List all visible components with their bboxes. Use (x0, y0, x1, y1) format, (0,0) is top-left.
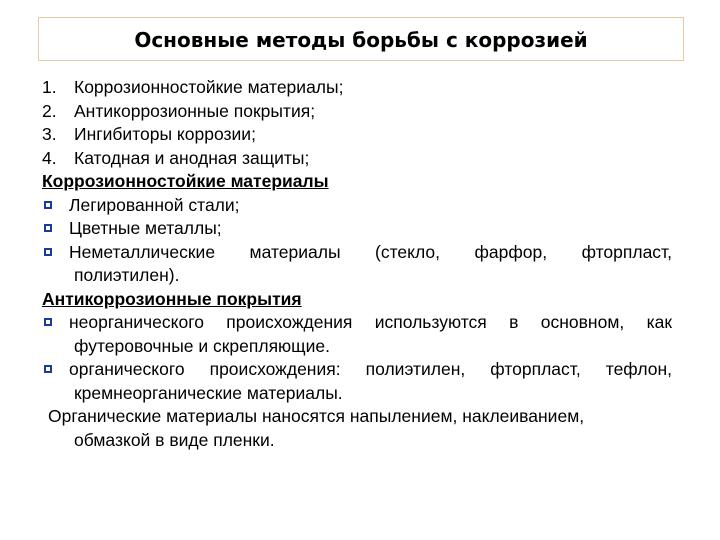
section-heading-materials: Коррозионностойкие материалы (42, 171, 329, 191)
item-number: 1. (42, 77, 57, 97)
list-item (42, 123, 672, 147)
item-text: Антикоррозионные покрытия; (74, 100, 316, 121)
note-line: Органические материалы наносятся напылением, наклеиванием, (48, 406, 585, 426)
bullet-item (42, 194, 672, 218)
slide-content (42, 76, 672, 452)
bullet-text: Цветные металлы; (69, 218, 222, 238)
bullet-continuation: полиэтилен). (74, 265, 180, 285)
item-text: Катодная и анодная защиты; (74, 147, 310, 168)
square-bullet-icon (44, 224, 52, 232)
bullet-continuation: футеровочные и скрепляющие. (74, 335, 330, 356)
item-text: Коррозионностойкие материалы; (74, 77, 344, 97)
square-bullet-icon (44, 318, 52, 326)
square-bullet-icon (44, 365, 52, 373)
bullet-text: неорганического происхождения используются в основном, как (69, 312, 672, 332)
bullet-item (42, 217, 672, 241)
bullet-text: Легированной стали; (69, 194, 240, 215)
square-bullet-icon (44, 248, 52, 256)
bullet-text: Неметаллические материалы (стекло, фарфор, фторпласт, (69, 241, 672, 262)
bullet-item (42, 241, 672, 265)
square-bullet-icon (44, 201, 52, 209)
item-number: 2. (42, 100, 57, 121)
note-line: обмазкой в виде пленки. (74, 429, 275, 450)
section-heading-coatings: Антикоррозионные покрытия (42, 288, 302, 309)
item-text: Ингибиторы коррозии; (74, 124, 256, 144)
bullet-item (42, 358, 672, 382)
list-item (42, 100, 672, 124)
page-title: Основные методы борьбы с коррозией (134, 28, 588, 52)
bullet-continuation: кремнеорганические материалы. (74, 382, 343, 403)
title-box (38, 17, 684, 61)
bullet-text: органического происхождения: полиэтилен, фторпласт, тефлон, (69, 359, 672, 379)
list-item (42, 76, 672, 100)
bullet-item (42, 311, 672, 335)
item-number: 4. (42, 147, 57, 168)
list-item (42, 147, 672, 171)
item-number: 3. (42, 124, 57, 144)
